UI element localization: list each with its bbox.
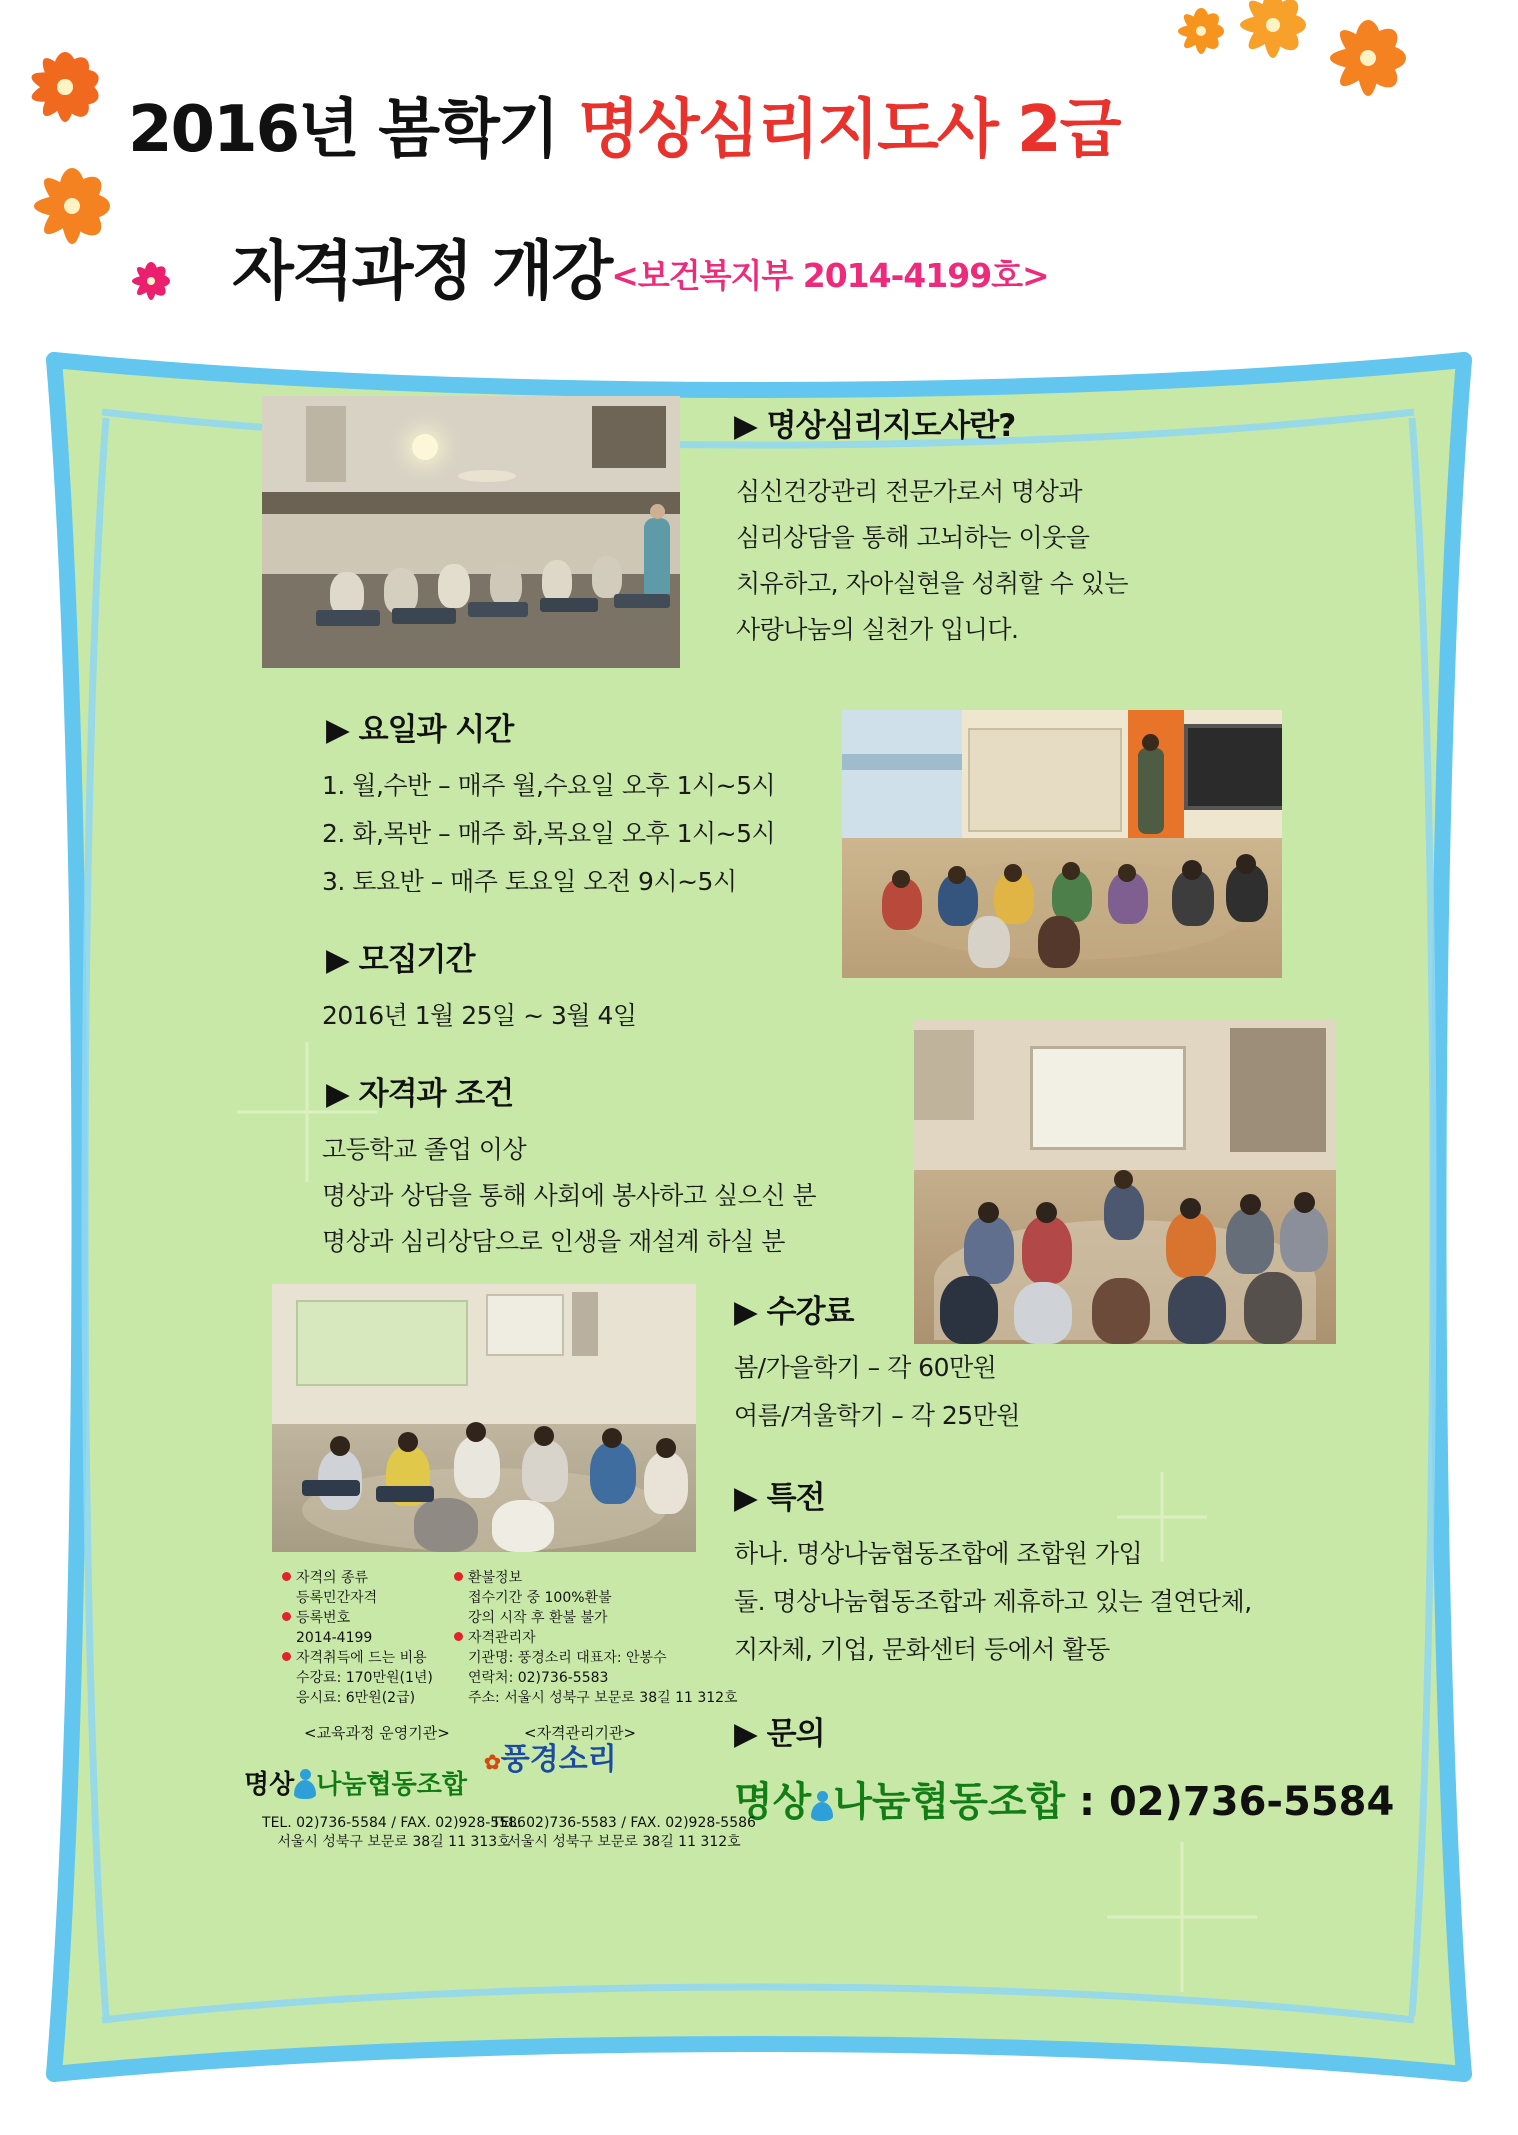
section-intro-line-4: 사랑나눔의 실천가 입니다. (736, 615, 1019, 644)
section-schedule-line-1: 1. 월,수반 – 매주 월,수요일 오후 1시~5시 (322, 771, 776, 800)
section-recruit-heading: ▶ 모집기간 (326, 942, 475, 978)
info-left-3: 2014-4199 (296, 1630, 373, 1646)
logo-manager: ✿풍경소리 (484, 1742, 617, 1777)
info-right-0: 환불정보 (468, 1570, 523, 1586)
info-left-5: 수강료: 170만원(1년) (296, 1670, 433, 1686)
person-icon (811, 1791, 833, 1821)
section-benefit-line-1: 하나. 명상나눔협동조합에 조합원 가입 (734, 1539, 1143, 1568)
section-benefit-line-2: 둘. 명상나눔협동조합과 제휴하고 있는 결연단체, (734, 1587, 1252, 1616)
inquiry-contact (734, 1770, 1394, 1827)
info-left-0: 자격의 종류 (296, 1570, 369, 1586)
section-fee-line-1: 봄/가을학기 – 각 60만원 (734, 1353, 997, 1382)
bullet-icon (454, 1632, 463, 1641)
photo-group-lecture (914, 1020, 1336, 1344)
info-right-4: 기관명: 풍경소리 대표자: 안봉수 (468, 1650, 667, 1666)
section-qualification-heading: ▶ 자격과 조건 (326, 1076, 514, 1112)
bullet-icon (282, 1572, 291, 1581)
section-schedule-line-3: 3. 토요반 – 매주 토요일 오전 9시~5시 (322, 867, 737, 896)
title-line2: 자격과정 개강 (232, 235, 612, 309)
info-right-5: 연락처: 02)736-5583 (468, 1670, 609, 1686)
info-right-column (454, 1568, 738, 1708)
page-subtitle (232, 220, 1049, 312)
info-right-3: 자격관리자 (468, 1630, 536, 1646)
title-course-name: 명상심리지도사 2급 (577, 93, 1120, 167)
logo-manager-label: 풍경소리 (500, 1742, 617, 1777)
section-intro-line-1: 심신건강관리 전문가로서 명상과 (736, 477, 1082, 506)
info-left-column (282, 1568, 433, 1708)
poster-header (0, 0, 1518, 360)
address-operator-line-2: 서울시 성북구 보문로 38길 11 313호 (277, 1834, 511, 1850)
section-qualification-line-3: 명상과 심리상담으로 인생을 재설계 하실 분 (322, 1227, 785, 1256)
bullet-icon (282, 1652, 291, 1661)
info-left-1: 등록민간자격 (296, 1590, 378, 1606)
logo-operator-prefix: 명상 (244, 1770, 295, 1800)
person-icon (294, 1769, 316, 1799)
bullet-icon (454, 1572, 463, 1581)
info-left-6: 응시료: 6만원(2급) (296, 1690, 416, 1706)
address-manager (454, 1814, 794, 1852)
photo-children-class (842, 710, 1282, 978)
caption-operator: <교육과정 운영기관> (304, 1724, 450, 1742)
content-panel (42, 352, 1476, 2082)
bullet-icon (282, 1612, 291, 1621)
address-manager-line-2: 서울시 성북구 보문로 38길 11 312호 (507, 1834, 741, 1850)
photo-meditation-hall (262, 396, 680, 668)
inquiry-phone: : 02)736-5584 (1065, 1779, 1395, 1825)
address-manager-line-1: TEL. 02)736-5583 / FAX. 02)928-5586 (492, 1815, 756, 1831)
section-fee-line-2: 여름/겨울학기 – 각 25만원 (734, 1401, 1020, 1430)
section-benefit-heading: ▶ 특전 (734, 1480, 825, 1516)
inquiry-org-prefix: 명상 (734, 1779, 812, 1825)
section-intro-heading: ▶ 명상심리지도사란? (734, 408, 1016, 444)
section-schedule-heading: ▶ 요일과 시간 (326, 712, 514, 748)
section-intro-line-3: 치유하고, 자아실현을 성취할 수 있는 (736, 569, 1128, 598)
section-schedule-line-2: 2. 화,목반 – 매주 화,목요일 오후 1시~5시 (322, 819, 776, 848)
info-right-1: 접수기간 중 100%환불 (468, 1590, 612, 1606)
section-fee-heading: ▶ 수강료 (734, 1294, 854, 1330)
caption-manager: <자격관리기관> (524, 1724, 637, 1742)
section-inquiry-heading: ▶ 문의 (734, 1716, 825, 1752)
info-right-6: 주소: 서울시 성북구 보문로 38길 11 312호 (468, 1690, 738, 1706)
logo-operator-suffix: 나눔협동조합 (316, 1770, 467, 1800)
inquiry-org-suffix: 나눔협동조합 (833, 1779, 1066, 1825)
certification-number: <보건복지부 2014-4199호> (611, 256, 1049, 295)
section-qualification-line-1: 고등학교 졸업 이상 (322, 1135, 527, 1164)
photo-circle-session (272, 1284, 696, 1552)
page-title (128, 78, 1119, 170)
info-right-2: 강의 시작 후 환불 불가 (468, 1610, 608, 1626)
section-benefit-line-3: 지자체, 기업, 문화센터 등에서 활동 (734, 1635, 1110, 1664)
address-operator-line-1: TEL. 02)736-5584 / FAX. 02)928-5586 (262, 1815, 526, 1831)
section-intro-line-2: 심리상담을 통해 고뇌하는 이웃을 (736, 523, 1090, 552)
section-recruit-line-1: 2016년 1월 25일 ~ 3월 4일 (322, 1001, 637, 1030)
section-qualification-line-2: 명상과 상담을 통해 사회에 봉사하고 싶으신 분 (322, 1181, 817, 1210)
info-left-4: 자격취득에 드는 비용 (296, 1650, 427, 1666)
info-left-2: 등록번호 (296, 1610, 351, 1626)
logo-operator (244, 1764, 467, 1801)
title-year-term: 2016년 봄학기 (128, 93, 578, 167)
